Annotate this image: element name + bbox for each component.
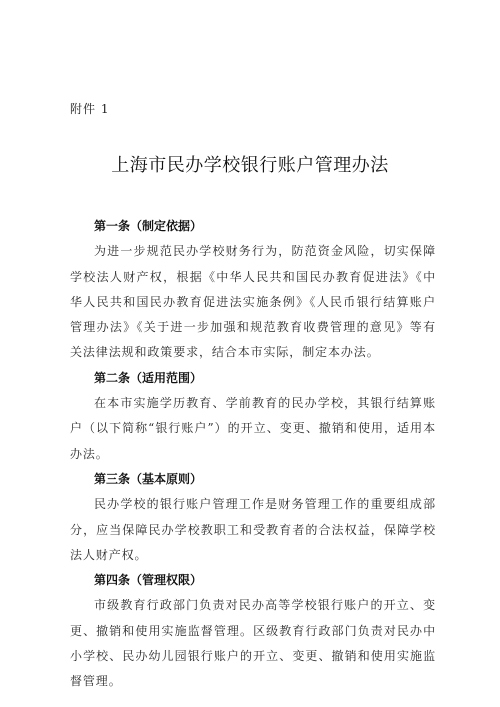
attachment-label: 附件 1 <box>70 102 110 116</box>
document-title: 上海市民办学校银行账户管理办法 <box>111 155 389 176</box>
article-paragraph: 民办学校的银行账户管理工作是财务管理工作的重要组成部分，应当保障民办学校教职工和受教育者的合法权益，保障学校法人财产权。 <box>70 497 436 562</box>
document-body <box>70 214 436 695</box>
article-3 <box>70 467 436 568</box>
article-paragraph: 为进一步规范民办学校财务行为，防范资金风险，切实保障学校法人财产权，根据《中华人民共和国民办教育促进法》《中华人民共和国民办教育促进法实施条例》《人民币银行结算账户管理办法》《关于进一步加强和规范教育收费管理的意见》等有关法律法规和政策要求，结合本市实际，制定本办法。 <box>70 244 436 360</box>
article-heading: 第三条（基本原则） <box>94 471 203 486</box>
article-heading: 第二条（适用范围） <box>94 370 203 385</box>
article-paragraph: 市级教育行政部门负责对民办高等学校银行账户的开立、变更、撤销和使用实施监督管理。区级教育行政部门负责对民办中小学校、民办幼儿园银行账户的开立、变更、撤销和使用实施监督管理。 <box>70 598 436 689</box>
article-heading: 第四条（管理权限） <box>94 573 203 588</box>
article-2 <box>70 366 436 467</box>
article-1 <box>70 214 436 366</box>
article-heading: 第一条（制定依据） <box>94 219 203 233</box>
article-4 <box>70 568 436 694</box>
article-paragraph: 在本市实施学历教育、学前教育的民办学校，其银行结算账户（以下简称“银行账户”）的开立、变更、撤销和使用，适用本办法。 <box>70 396 436 461</box>
